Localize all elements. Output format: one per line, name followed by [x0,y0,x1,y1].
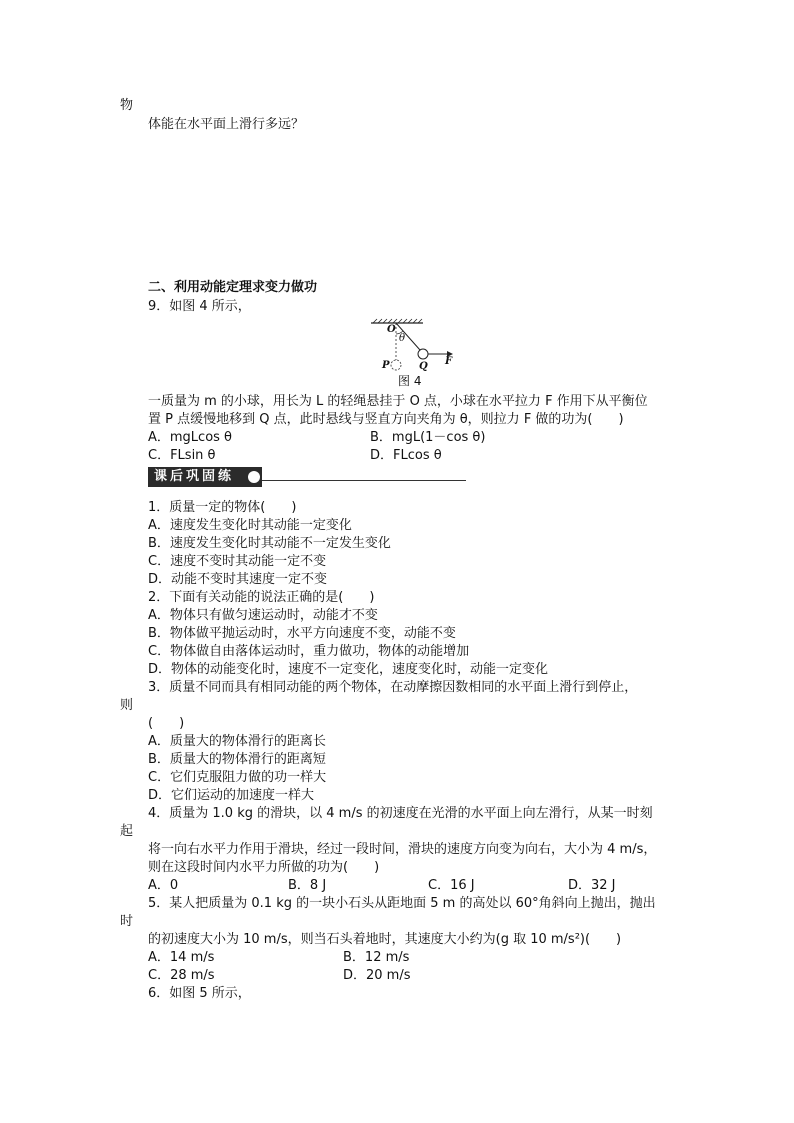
q1-option-b: B．速度发生变化时其动能不一定发生变化 [148,536,391,551]
q4-option-c: C．16 J [428,878,475,893]
q5-line2: 的初速度大小为 10 m/s，则当石头着地时，其速度大小约为(g 取 10 m/s²)( ) [148,932,622,947]
q3-option-a: A．质量大的物体滑行的距离长 [148,734,326,749]
q5-option-b: B．12 m/s [343,950,410,965]
q4-option-b: B．8 J [288,878,327,893]
question-continuation: 体能在水平面上滑行多远？ [148,117,305,132]
q9-stem-line2: 置 P 点缓慢地移到 Q 点，此时悬线与竖直方向夹角为 θ，则拉力 F 做的功为( ) [148,412,624,427]
q9-stem-line1: 一质量为 m 的小球，用长为 L 的轻绳悬挂于 O 点，小球在水平拉力 F 作用下从平衡位 [148,394,648,409]
q4-option-a: A．0 [148,878,179,893]
label-p: P [382,360,390,371]
q5-option-a: A．14 m/s [148,950,215,965]
banner-label: 课后巩固练 [148,467,262,487]
label-o: O [387,324,396,335]
q5-stem: 5．某人把质量为 0.1 kg 的一块小石头从距地面 5 m 的高处以 60°角斜向上抛出，抛出 [148,896,656,911]
q9-intro: 9．如图 4 所示， [148,299,251,314]
label-f: F [445,356,453,367]
q1-stem: 1．质量一定的物体( ) [148,500,297,515]
label-q: Q [419,361,428,372]
q4-line2: 将一向右水平力作用于滑块，经过一段时间，滑块的速度方向变为向右，大小为 4 m/s， [148,842,657,857]
q4-wrap: 起 [120,824,134,839]
q1-option-c: C．速度不变时其动能一定不变 [148,554,327,569]
label-theta: θ [399,333,406,344]
q2-option-c: C．物体做自由落体运动时，重力做功，物体的动能增加 [148,644,470,659]
q1-option-a: A．速度发生变化时其动能一定变化 [148,518,352,533]
figure-caption: 图 4 [398,374,422,388]
q2-option-d: D．物体的动能变化时，速度不一定变化，速度变化时，动能一定变化 [148,662,549,677]
q2-option-a: A．物体只有做匀速运动时，动能才不变 [148,608,378,623]
banner-rule [262,480,466,481]
q5-option-d: D．20 m/s [343,968,411,983]
q3-stem: 3．质量不同而具有相同动能的两个物体，在动摩擦因数相同的水平面上滑行到停止， [148,680,638,695]
q3-option-d: D．它们运动的加速度一样大 [148,788,315,803]
q9-option-d: D．FLcos θ [370,448,442,463]
q4-line3: 则在这段时间内水平力所做的功为( ) [148,860,380,875]
q6-stem: 6．如图 5 所示， [148,986,251,1001]
q3-option-b: B．质量大的物体滑行的距离短 [148,752,326,767]
q9-option-b: B．mgL(1－cos θ) [370,430,486,445]
section-title: 二、利用动能定理求变力做功 [148,280,318,295]
q4-stem: 4．质量为 1.0 kg 的滑块，以 4 m/s 的初速度在光滑的水平面上向左滑行，从某一时刻 [148,806,653,821]
banner-dot-icon [248,471,260,483]
q3-option-c: C．它们克服阻力做的功一样大 [148,770,327,785]
q1-option-d: D．动能不变时其速度一定不变 [148,572,328,587]
q4-option-d: D．32 J [568,878,616,893]
section-banner [148,467,466,487]
q9-option-c: C．FLsin θ [148,448,216,463]
wrap-char: 物 [120,98,134,113]
q5-option-c: C．28 m/s [148,968,215,983]
q2-stem: 2．下面有关动能的说法正确的是( ) [148,590,375,605]
q5-wrap: 时 [120,914,134,929]
q2-option-b: B．物体做平抛运动时，水平方向速度不变，动能不变 [148,626,456,641]
q3-wrap: 则 [120,698,134,713]
q9-option-a: A．mgLcos θ [148,430,233,445]
q3-paren: ( ) [148,716,185,731]
